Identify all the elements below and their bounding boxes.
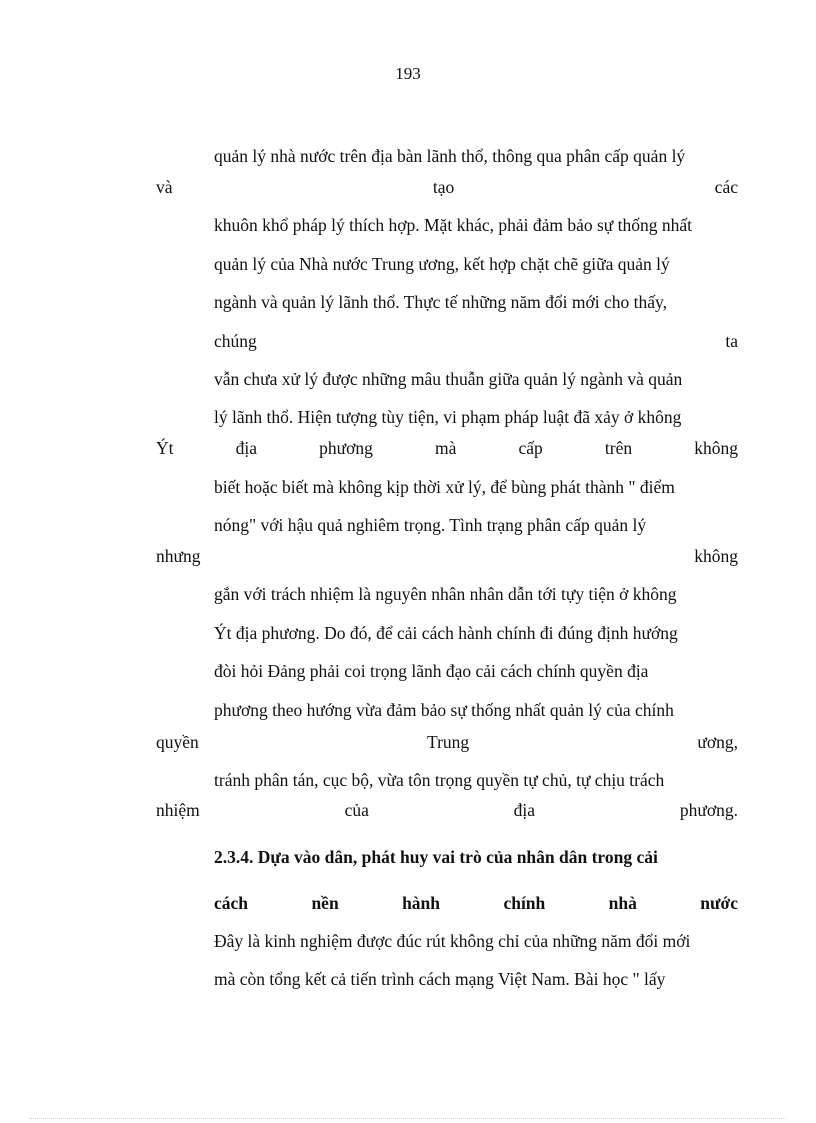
text-word: địa	[235, 438, 257, 458]
text-segment: khuôn khổ pháp lý thích hợp. Mặt khác, phải đảm bảo sự thống nhất	[214, 215, 693, 235]
heading-word: chính	[503, 893, 546, 913]
text-line	[156, 545, 738, 567]
text-line	[156, 731, 738, 753]
text-segment: đòi hỏi Đảng phải coi trọng lãnh đạo cải cách chính quyền địa	[214, 661, 649, 681]
text-word: không	[694, 438, 738, 458]
text-word: không	[694, 546, 738, 566]
text-segment: mà còn tổng kết cả tiến trình cách mạng Việt Nam. Bài học " lấy	[214, 969, 666, 989]
page-number: 193	[395, 64, 421, 83]
heading-word: hành	[402, 893, 441, 913]
text-word: và	[156, 177, 173, 197]
text-line	[214, 968, 738, 990]
text-segment: tránh phân tán, cục bộ, vừa tôn trọng quyền tự chủ, tự chịu trách	[214, 770, 665, 790]
section-heading-continuation	[214, 892, 738, 914]
text-segment: gắn với trách nhiệm là nguyên nhân nhân dẫn tới tựy tiện ở không	[214, 584, 677, 604]
text-word: tạo	[432, 177, 455, 197]
text-word: cấp	[518, 438, 543, 458]
text-line	[214, 622, 738, 644]
text-word: trên	[604, 438, 633, 458]
text-word: Trung	[427, 732, 470, 752]
text-word: địa	[513, 800, 536, 820]
section-heading	[214, 846, 738, 868]
text-word: phương.	[679, 800, 738, 820]
text-line	[214, 583, 738, 605]
text-line	[214, 291, 738, 313]
text-segment: quản lý của Nhà nước Trung ương, kết hợp chặt chẽ giữa quản lý	[214, 254, 670, 274]
text-line	[214, 769, 738, 791]
text-segment: biết hoặc biết mà không kịp thời xử lý, để bùng phát thành " điểm	[214, 477, 675, 497]
text-line	[214, 476, 738, 498]
text-segment: phương theo hướng vừa đảm bảo sự thống nhất quản lý của chính	[214, 700, 674, 720]
text-segment: Đây là kinh nghiệm được đúc rút không chỉ của những năm đổi mới	[214, 931, 691, 951]
heading-word: nước	[700, 893, 738, 913]
text-line	[156, 176, 738, 198]
text-segment: Ýt địa phương. Do đó, để cải cách hành chính đi đúng định hướng	[214, 623, 678, 643]
text-word: nhiệm	[156, 800, 200, 820]
text-line	[214, 930, 738, 952]
text-word: phương	[319, 438, 373, 458]
heading-word: cách	[214, 893, 249, 913]
text-word: các	[714, 177, 738, 197]
text-word: chúng	[214, 331, 257, 351]
text-segment: vẫn chưa xử lý được những mâu thuẫn giữa quản lý ngành và quản	[214, 369, 683, 389]
text-line	[214, 253, 738, 275]
text-segment: ngành và quản lý lãnh thổ. Thực tế những năm đổi mới cho thấy,	[214, 292, 668, 312]
text-word: ta	[725, 331, 738, 351]
heading-word: nền	[311, 893, 339, 913]
text-word: mà	[434, 438, 457, 458]
page-bottom-divider	[30, 1118, 786, 1119]
text-segment: lý lãnh thổ. Hiện tượng tùy tiện, vi phạm pháp luật đã xảy ở không	[214, 407, 682, 427]
text-word: nhưng	[156, 546, 201, 566]
text-line	[214, 368, 738, 390]
text-line	[214, 330, 738, 352]
text-line	[214, 699, 738, 721]
text-word: của	[344, 800, 369, 820]
text-line	[214, 514, 738, 536]
text-line	[214, 660, 738, 682]
heading-segment: 2.3.4. Dựa vào dân, phát huy vai trò của nhân dân trong cải	[214, 847, 658, 867]
text-segment: nóng" với hậu quả nghiêm trọng. Tình trạng phân cấp quản lý	[214, 515, 647, 535]
text-line	[214, 406, 738, 428]
heading-word: nhà	[608, 893, 637, 913]
text-line	[156, 437, 738, 459]
text-line	[214, 145, 738, 167]
text-line	[214, 214, 738, 236]
text-segment: quản lý nhà nước trên địa bàn lãnh thổ, thông qua phân cấp quản lý	[214, 146, 686, 166]
text-word: quyền	[156, 732, 199, 752]
text-word: ương,	[697, 732, 738, 752]
text-line	[156, 799, 738, 821]
text-word: Ýt	[156, 438, 174, 458]
